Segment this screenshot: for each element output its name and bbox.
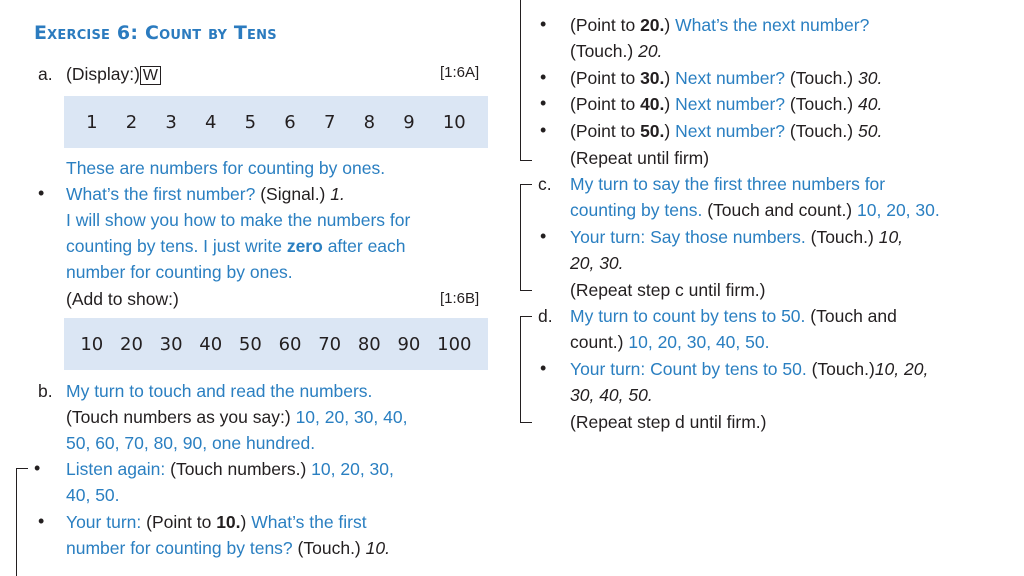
first-number-question (66, 184, 345, 205)
signal-text: (Signal.) (260, 184, 326, 204)
bullet: • (540, 93, 547, 113)
display-box-w: W (140, 66, 161, 85)
point-50-number: 50. (640, 121, 665, 141)
tens-number: 30 (159, 333, 183, 355)
answer-text: 10. (365, 538, 390, 558)
show-line-2-pre: counting by tens. I just write (66, 236, 282, 256)
step-d-line-1 (570, 306, 897, 327)
bullet: • (540, 67, 547, 87)
answer-text: 40. (857, 94, 883, 114)
answer-text: 30. (857, 68, 883, 88)
step-c-bracket-tick-bottom (520, 290, 532, 291)
ones-number: 4 (205, 111, 217, 133)
ones-number: 7 (323, 111, 336, 133)
bullet: • (540, 120, 547, 140)
step-c-line-2 (570, 200, 940, 221)
your-turn-line-2 (66, 538, 390, 559)
step-d-count: count.) (570, 332, 624, 352)
point-30-open: (Point to (570, 68, 636, 88)
step-b-line-3: 50, 60, 70, 80, 90, one hundred. (66, 433, 316, 453)
your-turn-line (66, 512, 367, 533)
tens-number: 10 (80, 333, 104, 355)
point-50-question: Next number? (675, 121, 786, 141)
point-20-line-2 (570, 41, 662, 62)
listen-instruction: (Touch numbers.) (170, 459, 307, 479)
top-right-bracket-tick (520, 160, 532, 161)
zero-bold: zero (286, 236, 323, 256)
tens-number: 60 (278, 333, 302, 355)
touch-text: (Touch.) (789, 94, 854, 114)
step-c-repeat: (Repeat step c until firm.) (570, 280, 766, 300)
point-40-number: 40. (640, 94, 665, 114)
ones-number: 10 (442, 111, 466, 133)
step-d-instruction: (Touch and (810, 306, 897, 326)
your-turn-label: Your turn: (66, 512, 142, 532)
step-a-letter: a. (38, 64, 53, 84)
ones-number: 3 (165, 111, 177, 133)
ref-1-6b: [1:6B] (440, 290, 480, 307)
point-40-line (570, 94, 882, 115)
touch-text: (Touch.) (810, 227, 874, 247)
exercise-title: Exercise 6: Count by Tens (34, 22, 277, 44)
step-c-line-2-blue: counting by tens. (570, 200, 703, 220)
step-d-letter: d. (538, 306, 553, 326)
step-c-instruction: (Touch and count.) (707, 200, 853, 220)
touch-text: (Touch.) (789, 68, 854, 88)
tens-number: 20 (120, 333, 143, 355)
step-b-line-2 (66, 407, 407, 428)
tens-number-band (64, 318, 488, 370)
step-d-repeat: (Repeat step d until firm.) (570, 412, 767, 432)
point-20-number: 20. (640, 15, 665, 35)
answer-text: 10, (878, 227, 904, 247)
tens-number: 90 (397, 333, 421, 355)
ones-number: 5 (244, 111, 257, 133)
step-d-line-2 (570, 332, 769, 353)
step-d-bracket (520, 316, 521, 422)
step-c-bracket (520, 184, 521, 290)
bullet: • (540, 358, 547, 378)
show-line-2 (66, 236, 406, 257)
point-30-line (570, 68, 882, 89)
answer-text: 50. (857, 121, 883, 141)
point-50-open: (Point to (570, 121, 636, 141)
step-b-instruction: (Touch numbers as you say:) (66, 407, 291, 427)
point-20-open: (Point to (570, 15, 636, 35)
point-20-line (570, 15, 869, 36)
bullet: • (540, 226, 547, 246)
step-d-line-1-blue: My turn to count by tens to 50. (570, 306, 806, 326)
point-40-open: (Point to (570, 94, 636, 114)
tens-number: 40 (199, 333, 223, 355)
your-turn-question-2: number for counting by tens? (66, 538, 293, 558)
question-text: What’s the first number? (66, 184, 256, 204)
show-line-3: number for counting by ones. (66, 262, 293, 282)
left-bracket (16, 468, 17, 576)
step-c-your-turn (570, 227, 903, 248)
point-30-close: ) (664, 68, 671, 88)
step-d-numbers: 10, 20, 30, 40, 50. (628, 332, 770, 352)
point-50-line (570, 121, 882, 142)
step-d-answer-line-2: 30, 40, 50. (570, 385, 653, 405)
step-d-your-turn-text: Your turn: Count by tens to 50. (570, 359, 807, 379)
tens-number: 100 (437, 333, 472, 355)
point-to-number: 10. (216, 512, 241, 532)
step-c-bracket-tick-top (520, 184, 532, 185)
add-to-show: (Add to show:) (66, 289, 179, 309)
point-50-close: ) (664, 121, 671, 141)
repeat-until-firm: (Repeat until firm) (570, 148, 710, 168)
bullet: • (34, 458, 41, 478)
step-b-numbers: 10, 20, 30, 40, (295, 407, 408, 427)
answer-text: 1. (330, 184, 345, 204)
ones-number: 6 (284, 111, 296, 133)
touch-text: (Touch.) (297, 538, 361, 558)
bullet: • (38, 183, 45, 203)
listen-numbers: 10, 20, 30, (311, 459, 394, 479)
step-b-letter: b. (38, 381, 53, 401)
bullet: • (38, 511, 45, 531)
point-to: (Point to (146, 512, 212, 532)
ones-number: 2 (125, 111, 138, 133)
ones-number: 8 (363, 111, 376, 133)
touch-text: (Touch.) (811, 359, 875, 379)
top-right-bracket (520, 0, 521, 160)
answer-text: 20. (638, 41, 663, 61)
listen-again-line (66, 459, 394, 480)
step-c-letter: c. (538, 174, 552, 194)
ref-1-6a: [1:6A] (440, 64, 480, 81)
point-40-close: ) (664, 94, 671, 114)
step-c-numbers: 10, 20, 30. (857, 200, 940, 220)
touch-text: (Touch.) (789, 121, 854, 141)
bullet: • (540, 14, 547, 34)
step-d-bracket-tick-top (520, 316, 532, 317)
tens-number: 80 (357, 333, 381, 355)
show-line-1: I will show you how to make the numbers for (66, 210, 411, 230)
tens-number: 70 (318, 333, 342, 355)
step-b-line-1: My turn to touch and read the numbers. (66, 381, 373, 401)
ones-number: 9 (403, 111, 415, 133)
point-30-number: 30. (640, 68, 665, 88)
ones-number-band (64, 96, 488, 148)
point-to-close: ) (240, 512, 247, 532)
touch-text: (Touch.) (570, 41, 634, 61)
listen-again-line-2: 40, 50. (66, 485, 120, 505)
point-40-question: Next number? (675, 94, 786, 114)
ones-number: 1 (86, 111, 98, 133)
answer-text: 10, 20, (874, 359, 929, 379)
left-bracket-tick (16, 468, 28, 469)
ones-description: These are numbers for counting by ones. (66, 158, 386, 178)
point-20-close: ) (664, 15, 671, 35)
step-c-answer-line-2: 20, 30. (570, 253, 624, 273)
display-instruction (66, 64, 161, 85)
point-30-question: Next number? (675, 68, 786, 88)
step-c-line-1: My turn to say the first three numbers for (570, 174, 886, 194)
listen-again-label: Listen again: (66, 459, 166, 479)
show-line-2-post: after each (327, 236, 406, 256)
your-turn-question: What’s the first (251, 512, 367, 532)
step-c-your-turn-text: Your turn: Say those numbers. (570, 227, 806, 247)
tens-number: 50 (238, 333, 262, 355)
step-d-bracket-tick-bottom (520, 422, 532, 423)
step-d-your-turn (570, 359, 928, 380)
point-20-question: What’s the next number? (675, 15, 870, 35)
display-prefix: (Display:) (66, 64, 140, 84)
